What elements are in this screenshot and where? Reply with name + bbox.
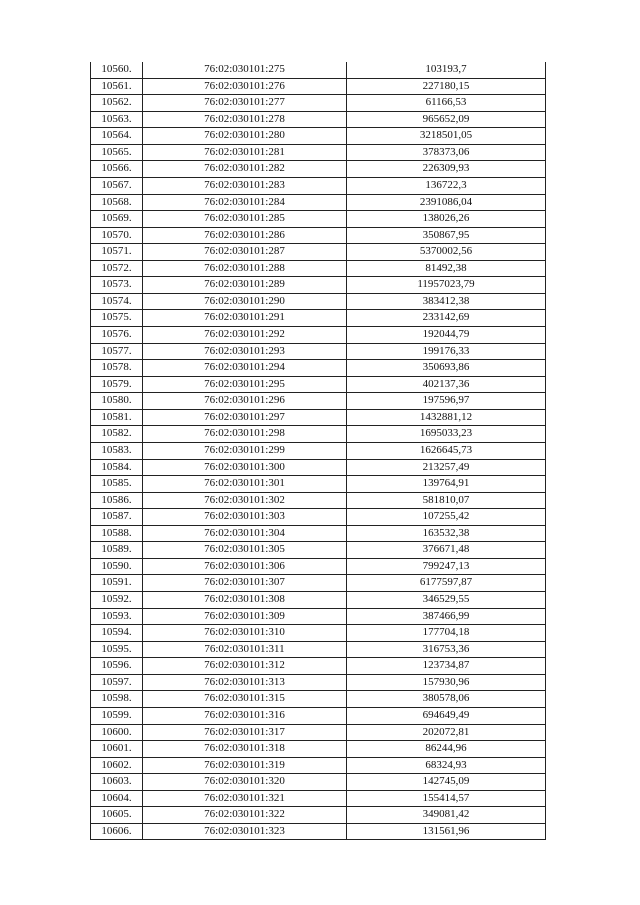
cadastral-value-cell: 402137,36 bbox=[347, 376, 546, 393]
row-number-cell: 10573. bbox=[91, 277, 143, 294]
table-row bbox=[91, 542, 546, 559]
cadastral-value-cell: 138026,26 bbox=[347, 211, 546, 228]
cadastral-value-cell: 123734,87 bbox=[347, 658, 546, 675]
row-number-cell: 10587. bbox=[91, 509, 143, 526]
cadastral-value-cell: 136722,3 bbox=[347, 177, 546, 194]
cadastral-number-cell: 76:02:030101:284 bbox=[143, 194, 347, 211]
table-row bbox=[91, 658, 546, 675]
cadastral-value-cell: 378373,06 bbox=[347, 144, 546, 161]
row-number-cell: 10601. bbox=[91, 741, 143, 758]
table-row bbox=[91, 442, 546, 459]
cadastral-value-cell: 226309,93 bbox=[347, 161, 546, 178]
table-row bbox=[91, 741, 546, 758]
table-row bbox=[91, 244, 546, 261]
table-row bbox=[91, 790, 546, 807]
table-row bbox=[91, 211, 546, 228]
cadastral-number-cell: 76:02:030101:276 bbox=[143, 78, 347, 95]
row-number-cell: 10586. bbox=[91, 492, 143, 509]
cadastral-value-cell: 316753,36 bbox=[347, 641, 546, 658]
cadastral-value-cell: 213257,49 bbox=[347, 459, 546, 476]
cadastral-value-cell: 799247,13 bbox=[347, 558, 546, 575]
row-number-cell: 10562. bbox=[91, 95, 143, 112]
cadastral-number-cell: 76:02:030101:293 bbox=[143, 343, 347, 360]
table-row bbox=[91, 525, 546, 542]
row-number-cell: 10605. bbox=[91, 807, 143, 824]
cadastral-number-cell: 76:02:030101:295 bbox=[143, 376, 347, 393]
cadastral-value-cell: 202072,81 bbox=[347, 724, 546, 741]
cadastral-value-cell: 1695033,23 bbox=[347, 426, 546, 443]
row-number-cell: 10561. bbox=[91, 78, 143, 95]
cadastral-number-cell: 76:02:030101:322 bbox=[143, 807, 347, 824]
cadastral-number-cell: 76:02:030101:297 bbox=[143, 409, 347, 426]
row-number-cell: 10597. bbox=[91, 674, 143, 691]
cadastral-value-cell: 142745,09 bbox=[347, 774, 546, 791]
cadastral-value-cell: 376671,48 bbox=[347, 542, 546, 559]
row-number-cell: 10590. bbox=[91, 558, 143, 575]
cadastral-number-cell: 76:02:030101:278 bbox=[143, 111, 347, 128]
cadastral-number-cell: 76:02:030101:282 bbox=[143, 161, 347, 178]
table-row bbox=[91, 724, 546, 741]
cadastral-number-cell: 76:02:030101:292 bbox=[143, 327, 347, 344]
table-row bbox=[91, 476, 546, 493]
row-number-cell: 10603. bbox=[91, 774, 143, 791]
cadastral-number-cell: 76:02:030101:281 bbox=[143, 144, 347, 161]
row-number-cell: 10567. bbox=[91, 177, 143, 194]
table-row bbox=[91, 641, 546, 658]
cadastral-number-cell: 76:02:030101:288 bbox=[143, 260, 347, 277]
cadastral-number-cell: 76:02:030101:315 bbox=[143, 691, 347, 708]
row-number-cell: 10592. bbox=[91, 592, 143, 609]
row-number-cell: 10598. bbox=[91, 691, 143, 708]
cadastral-value-cell: 177704,18 bbox=[347, 625, 546, 642]
cadastral-number-cell: 76:02:030101:306 bbox=[143, 558, 347, 575]
cadastral-value-cell: 6177597,87 bbox=[347, 575, 546, 592]
cadastral-value-cell: 199176,33 bbox=[347, 343, 546, 360]
table-row bbox=[91, 409, 546, 426]
cadastral-value-cell: 103193,7 bbox=[347, 62, 546, 78]
table-row bbox=[91, 194, 546, 211]
table-row bbox=[91, 707, 546, 724]
table-row bbox=[91, 558, 546, 575]
cadastral-number-cell: 76:02:030101:317 bbox=[143, 724, 347, 741]
cadastral-value-cell: 61166,53 bbox=[347, 95, 546, 112]
row-number-cell: 10593. bbox=[91, 608, 143, 625]
cadastral-value-cell: 694649,49 bbox=[347, 707, 546, 724]
cadastral-value-cell: 68324,93 bbox=[347, 757, 546, 774]
cadastral-number-cell: 76:02:030101:289 bbox=[143, 277, 347, 294]
row-number-cell: 10580. bbox=[91, 393, 143, 410]
cadastral-value-cell: 965652,09 bbox=[347, 111, 546, 128]
row-number-cell: 10560. bbox=[91, 62, 143, 78]
cadastral-number-cell: 76:02:030101:323 bbox=[143, 823, 347, 840]
table-row bbox=[91, 393, 546, 410]
table-row bbox=[91, 807, 546, 824]
table-row bbox=[91, 376, 546, 393]
row-number-cell: 10582. bbox=[91, 426, 143, 443]
row-number-cell: 10594. bbox=[91, 625, 143, 642]
table-row bbox=[91, 774, 546, 791]
row-number-cell: 10577. bbox=[91, 343, 143, 360]
row-number-cell: 10574. bbox=[91, 293, 143, 310]
cadastral-number-cell: 76:02:030101:275 bbox=[143, 62, 347, 78]
cadastral-number-cell: 76:02:030101:310 bbox=[143, 625, 347, 642]
cadastral-number-cell: 76:02:030101:299 bbox=[143, 442, 347, 459]
table-row bbox=[91, 509, 546, 526]
cadastral-number-cell: 76:02:030101:321 bbox=[143, 790, 347, 807]
table-row bbox=[91, 161, 546, 178]
cadastral-value-table bbox=[90, 62, 546, 840]
row-number-cell: 10569. bbox=[91, 211, 143, 228]
row-number-cell: 10578. bbox=[91, 360, 143, 377]
row-number-cell: 10591. bbox=[91, 575, 143, 592]
table-body bbox=[91, 62, 546, 840]
cadastral-value-cell: 163532,38 bbox=[347, 525, 546, 542]
cadastral-value-cell: 387466,99 bbox=[347, 608, 546, 625]
table-row bbox=[91, 144, 546, 161]
table-row bbox=[91, 227, 546, 244]
cadastral-value-cell: 157930,96 bbox=[347, 674, 546, 691]
table-row bbox=[91, 343, 546, 360]
cadastral-value-cell: 3218501,05 bbox=[347, 128, 546, 145]
cadastral-number-cell: 76:02:030101:307 bbox=[143, 575, 347, 592]
row-number-cell: 10575. bbox=[91, 310, 143, 327]
cadastral-value-cell: 350867,95 bbox=[347, 227, 546, 244]
row-number-cell: 10566. bbox=[91, 161, 143, 178]
cadastral-value-cell: 1432881,12 bbox=[347, 409, 546, 426]
cadastral-number-cell: 76:02:030101:303 bbox=[143, 509, 347, 526]
row-number-cell: 10579. bbox=[91, 376, 143, 393]
cadastral-value-cell: 350693,86 bbox=[347, 360, 546, 377]
row-number-cell: 10599. bbox=[91, 707, 143, 724]
table-row bbox=[91, 592, 546, 609]
cadastral-value-cell: 581810,07 bbox=[347, 492, 546, 509]
cadastral-value-cell: 11957023,79 bbox=[347, 277, 546, 294]
table-row bbox=[91, 459, 546, 476]
cadastral-number-cell: 76:02:030101:298 bbox=[143, 426, 347, 443]
cadastral-number-cell: 76:02:030101:283 bbox=[143, 177, 347, 194]
row-number-cell: 10570. bbox=[91, 227, 143, 244]
row-number-cell: 10571. bbox=[91, 244, 143, 261]
cadastral-value-cell: 139764,91 bbox=[347, 476, 546, 493]
cadastral-number-cell: 76:02:030101:301 bbox=[143, 476, 347, 493]
row-number-cell: 10604. bbox=[91, 790, 143, 807]
row-number-cell: 10583. bbox=[91, 442, 143, 459]
row-number-cell: 10606. bbox=[91, 823, 143, 840]
cadastral-number-cell: 76:02:030101:302 bbox=[143, 492, 347, 509]
table-row bbox=[91, 293, 546, 310]
cadastral-number-cell: 76:02:030101:296 bbox=[143, 393, 347, 410]
cadastral-value-cell: 197596,97 bbox=[347, 393, 546, 410]
row-number-cell: 10595. bbox=[91, 641, 143, 658]
table-row bbox=[91, 277, 546, 294]
table-row bbox=[91, 95, 546, 112]
cadastral-number-cell: 76:02:030101:316 bbox=[143, 707, 347, 724]
cadastral-value-cell: 2391086,04 bbox=[347, 194, 546, 211]
cadastral-number-cell: 76:02:030101:291 bbox=[143, 310, 347, 327]
table-row bbox=[91, 691, 546, 708]
row-number-cell: 10563. bbox=[91, 111, 143, 128]
table-row bbox=[91, 674, 546, 691]
table-row bbox=[91, 492, 546, 509]
cadastral-number-cell: 76:02:030101:286 bbox=[143, 227, 347, 244]
row-number-cell: 10588. bbox=[91, 525, 143, 542]
row-number-cell: 10565. bbox=[91, 144, 143, 161]
table-row bbox=[91, 757, 546, 774]
cadastral-number-cell: 76:02:030101:312 bbox=[143, 658, 347, 675]
cadastral-value-cell: 1626645,73 bbox=[347, 442, 546, 459]
cadastral-value-cell: 349081,42 bbox=[347, 807, 546, 824]
table-row bbox=[91, 260, 546, 277]
cadastral-number-cell: 76:02:030101:290 bbox=[143, 293, 347, 310]
table-row bbox=[91, 62, 546, 78]
cadastral-value-cell: 81492,38 bbox=[347, 260, 546, 277]
cadastral-value-cell: 86244,96 bbox=[347, 741, 546, 758]
table-row bbox=[91, 426, 546, 443]
cadastral-value-cell: 233142,69 bbox=[347, 310, 546, 327]
row-number-cell: 10596. bbox=[91, 658, 143, 675]
cadastral-number-cell: 76:02:030101:305 bbox=[143, 542, 347, 559]
cadastral-number-cell: 76:02:030101:280 bbox=[143, 128, 347, 145]
row-number-cell: 10568. bbox=[91, 194, 143, 211]
cadastral-value-cell: 155414,57 bbox=[347, 790, 546, 807]
cadastral-number-cell: 76:02:030101:300 bbox=[143, 459, 347, 476]
row-number-cell: 10585. bbox=[91, 476, 143, 493]
row-number-cell: 10576. bbox=[91, 327, 143, 344]
cadastral-number-cell: 76:02:030101:277 bbox=[143, 95, 347, 112]
cadastral-number-cell: 76:02:030101:294 bbox=[143, 360, 347, 377]
table-row bbox=[91, 128, 546, 145]
table-row bbox=[91, 575, 546, 592]
table-row bbox=[91, 360, 546, 377]
cadastral-number-cell: 76:02:030101:287 bbox=[143, 244, 347, 261]
table-row bbox=[91, 823, 546, 840]
cadastral-value-cell: 383412,38 bbox=[347, 293, 546, 310]
table-row bbox=[91, 608, 546, 625]
table-row bbox=[91, 327, 546, 344]
cadastral-number-cell: 76:02:030101:311 bbox=[143, 641, 347, 658]
cadastral-number-cell: 76:02:030101:285 bbox=[143, 211, 347, 228]
row-number-cell: 10581. bbox=[91, 409, 143, 426]
cadastral-value-cell: 346529,55 bbox=[347, 592, 546, 609]
table-row bbox=[91, 310, 546, 327]
cadastral-number-cell: 76:02:030101:319 bbox=[143, 757, 347, 774]
cadastral-value-cell: 227180,15 bbox=[347, 78, 546, 95]
cadastral-number-cell: 76:02:030101:320 bbox=[143, 774, 347, 791]
row-number-cell: 10600. bbox=[91, 724, 143, 741]
table-row bbox=[91, 78, 546, 95]
cadastral-number-cell: 76:02:030101:318 bbox=[143, 741, 347, 758]
row-number-cell: 10602. bbox=[91, 757, 143, 774]
cadastral-value-cell: 192044,79 bbox=[347, 327, 546, 344]
row-number-cell: 10584. bbox=[91, 459, 143, 476]
cadastral-value-cell: 131561,96 bbox=[347, 823, 546, 840]
document-page bbox=[90, 62, 542, 840]
cadastral-value-cell: 5370002,56 bbox=[347, 244, 546, 261]
cadastral-number-cell: 76:02:030101:308 bbox=[143, 592, 347, 609]
table-row bbox=[91, 111, 546, 128]
table-row bbox=[91, 625, 546, 642]
table-row bbox=[91, 177, 546, 194]
row-number-cell: 10589. bbox=[91, 542, 143, 559]
cadastral-value-cell: 380578,06 bbox=[347, 691, 546, 708]
cadastral-number-cell: 76:02:030101:313 bbox=[143, 674, 347, 691]
row-number-cell: 10572. bbox=[91, 260, 143, 277]
cadastral-value-cell: 107255,42 bbox=[347, 509, 546, 526]
cadastral-number-cell: 76:02:030101:309 bbox=[143, 608, 347, 625]
cadastral-number-cell: 76:02:030101:304 bbox=[143, 525, 347, 542]
row-number-cell: 10564. bbox=[91, 128, 143, 145]
